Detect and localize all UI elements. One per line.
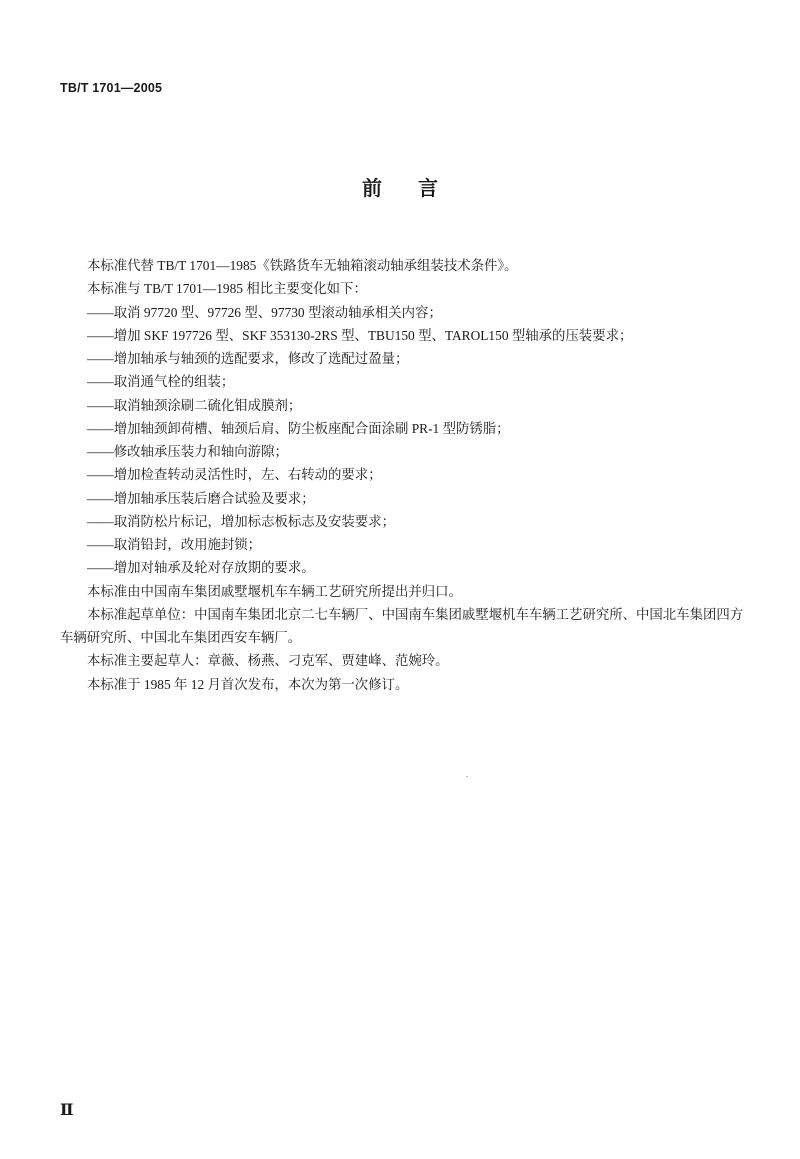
paragraph-drafters: 本标准主要起草人：章薇、杨燕、刁克军、贾建峰、范婉玲。	[87, 653, 449, 669]
page-title	[0, 172, 800, 201]
change-item: ——取消轴颈涂刷二硫化钼成膜剂；	[87, 397, 302, 413]
paragraph: 本标准代替 TB/T 1701—1985《铁路货车无轴箱滚动轴承组装技术条件》。	[87, 258, 518, 273]
change-item: ——取消 97720 型、97726 型、97730 型滚动轴承相关内容；	[87, 304, 442, 320]
change-item: ——增加轴颈卸荷槽、轴颈后肩、防尘板座配合面涂刷 PR-1 型防锈脂；	[87, 420, 510, 436]
paragraph-history: 本标准于 1985 年 12 月首次发布，本次为第一次修订。	[87, 676, 409, 692]
page-number: Ⅱ	[60, 1102, 74, 1119]
change-item: ——增加轴承与轴颈的选配要求，修改了选配过盈量；	[87, 351, 409, 366]
paragraph: 本标准由中国南车集团戚墅堰机车车辆工艺研究所提出并归口。	[87, 583, 462, 599]
change-item: ——取消通气栓的组装；	[87, 374, 235, 390]
change-item: ——修改轴承压装力和轴向游隙；	[87, 444, 288, 459]
change-item: ——增加对轴承及轮对存放期的要求。	[87, 560, 315, 576]
change-item: ——增加轴承压装后磨合试验及要求；	[87, 490, 315, 506]
title-char: 言	[418, 176, 438, 200]
standard-number-header: TB/T 1701—2005	[60, 81, 163, 95]
paragraph-drafting-units: 本标准起草单位：中国南车集团北京二七车辆厂、中国南车集团戚墅堰机车车辆工艺研究所、中国北车集团四方车辆研究所、中国北车集团西安车辆厂。	[60, 606, 744, 645]
change-item: ——增加 SKF 197726 型、SKF 353130-2RS 型、TBU150 型、TAROL150 型轴承的压装要求；	[87, 327, 633, 343]
scan-speck	[466, 776, 468, 777]
title-char: 前	[362, 176, 382, 200]
paragraph: 本标准与 TB/T 1701—1985 相比主要变化如下：	[87, 281, 367, 297]
change-item: ——取消防松片标记，增加标志板标志及安装要求；	[87, 513, 395, 529]
foreword-body	[60, 254, 750, 696]
change-item: ——取消铅封，改用施封锁；	[87, 537, 262, 552]
change-item: ——增加检查转动灵活性时，左、右转动的要求；	[87, 467, 382, 483]
